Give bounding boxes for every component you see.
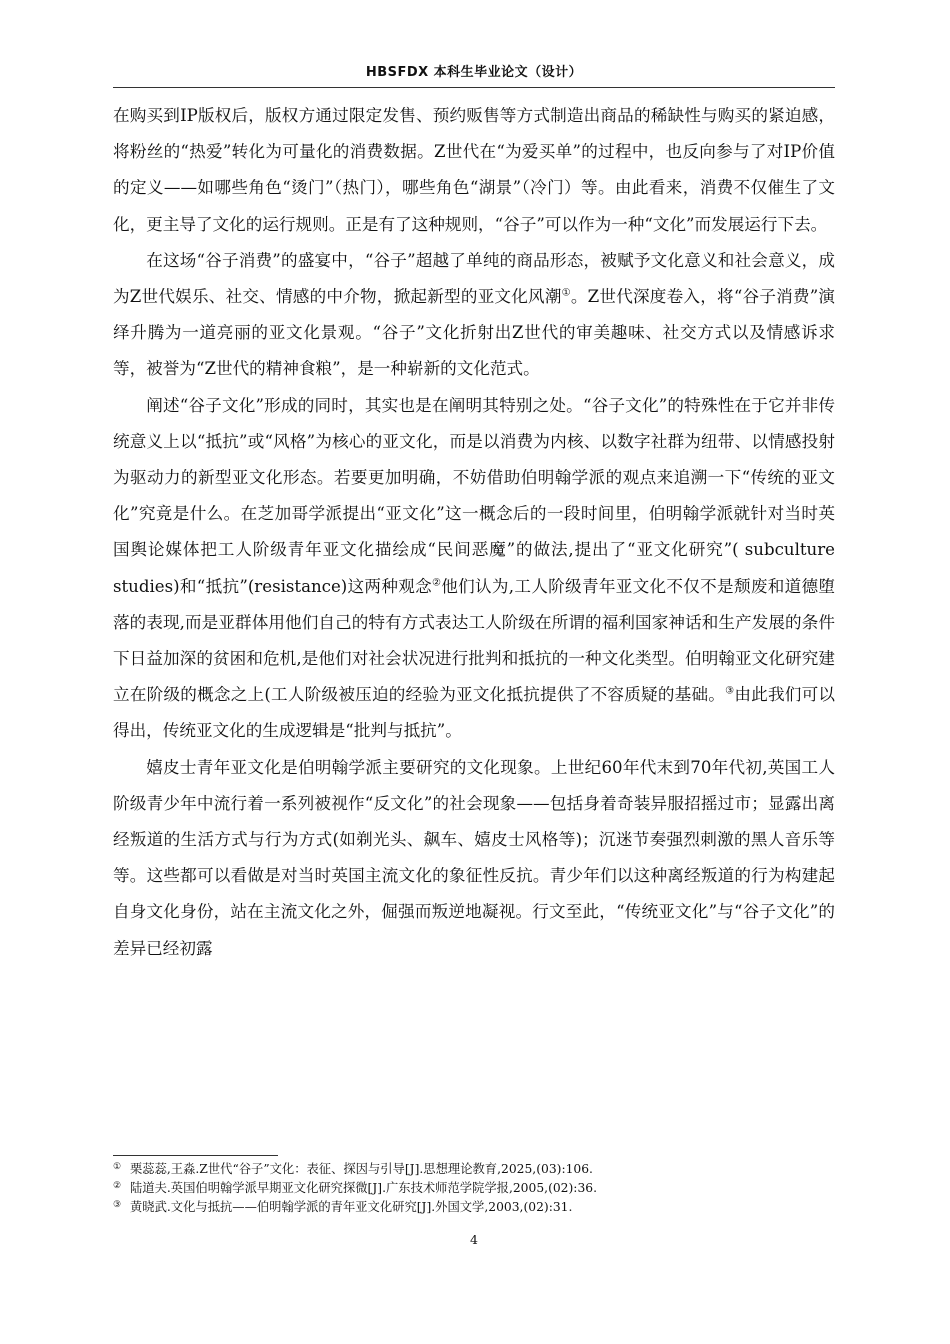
footnote-mark: ③	[113, 1200, 122, 1210]
footnote-3	[113, 1198, 835, 1217]
footnote-1	[113, 1160, 835, 1179]
footnote-2	[113, 1179, 835, 1198]
footnote-text: 黄晓武.文化与抵抗——伯明翰学派的青年亚文化研究[J].外国文学,2003,(02):31.	[130, 1200, 573, 1214]
footnote-ref-1[interactable]: ①	[561, 287, 571, 299]
paragraph-2	[113, 243, 835, 388]
paragraph-4	[113, 750, 835, 967]
paragraph-text: 在这场“谷子消费”的盛宴中，“谷子”超越了单纯的商品形态，被赋予文化意义和社会意义，成为Z世代娱乐、社交、情感的中介物，掀起新型的亚文化风潮	[113, 250, 835, 307]
footnote-ref-3[interactable]: ③	[725, 685, 735, 697]
header-rule	[113, 87, 835, 88]
page-number: 4	[470, 1232, 478, 1247]
footnote-text: 栗蕊蕊,王淼.Z世代“谷子”文化：表征、探因与引导[J].思想理论教育,2025,(03):106.	[130, 1162, 593, 1176]
paragraph-text: 由此我们可以得出，传统亚文化的生成逻辑是“批判与抵抗”。	[113, 685, 836, 741]
paragraph-text: 在购买到IP版权后，版权方通过限定发售、预约贩售等方式制造出商品的稀缺性与购买的紧迫感，将粉丝的“热爱”转化为可量化的消费数据。Z世代在“为爱买单”的过程中，也反向参与了对IP价值的定义——如哪些角色“烫门”（热门），哪些角色“湖景”（冷门）等。由此看来，消费不仅催生了文化，更主导了文化的运行规则。正是有了这种规则，“谷子”可以作为一种“文化”而发展运行下去。	[113, 106, 835, 234]
footnote-mark: ②	[113, 1181, 122, 1191]
footnotes	[113, 1160, 835, 1217]
body-text	[113, 98, 835, 967]
paragraph-text: 。Z世代深度卷入，将“谷子消费”演绎升腾为一道亮丽的亚文化景观。“谷子”文化折射出Z世代的审美趣味、社交方式以及情感诉求等，被誉为“Z世代的精神食粮”，是一种崭新的文化范式。	[113, 287, 836, 379]
footnote-mark: ①	[113, 1162, 122, 1172]
running-header: HBSFDX 本科生毕业论文（设计）	[365, 65, 583, 80]
footnote-separator	[113, 1155, 278, 1156]
footnote-ref-2[interactable]: ②	[431, 577, 442, 589]
footnote-text: 陆道夫.英国伯明翰学派早期亚文化研究探微[J].广东技术师范学院学报,2005,(02):36.	[130, 1181, 598, 1195]
paragraph-text: 他们认为,工人阶级青年亚文化不仅不是颓废和道德堕落的表现,而是亚群体用他们自己的特有方式表达工人阶级在所谓的福利国家神话和生产发展的条件下日益加深的贫困和危机,是他们对社会状况进行批判和抵抗的一种文化类型。伯明翰亚文化研究建立在阶级的概念之上(工人阶级被压迫的经验为亚文化抵抗提供了不容质疑的基础。	[113, 576, 835, 705]
paragraph-3	[113, 388, 835, 750]
paragraph-text: 嬉皮士青年亚文化是伯明翰学派主要研究的文化现象。上世纪60年代末到70年代初,英国工人阶级青少年中流行着一系列被视作“反文化”的社会现象——包括身着奇装异服招摇过市；显露出离经叛道的生活方式与行为方式(如剃光头、飙车、嬉皮士风格等)；沉迷节奏强烈刺激的黑人音乐等等。这些都可以看做是对当时英国主流文化的象征性反抗。青少年们以这种离经叛道的行为构建起自身文化身份，站在主流文化之外，倔强而叛逆地凝视。行文至此，“传统亚文化”与“谷子文化”的差异已经初露	[113, 757, 835, 958]
paragraph-1	[113, 98, 835, 243]
paragraph-text: 阐述“谷子文化”形成的同时，其实也是在阐明其特别之处。“谷子文化”的特殊性在于它并非传统意义上以“抵抗”或“风格”为核心的亚文化，而是以消费为内核、以数字社群为纽带、以情感投射为驱动力的新型亚文化形态。若要更加明确，不妨借助伯明翰学派的观点来追溯一下“传统的亚文化”究竟是什么。在芝加哥学派提出“亚文化”这一概念后的一段时间里，伯明翰学派就针对当时英国舆论媒体把工人阶级青年亚文化描绘成“民间恶魔”的做法,提出了“亚文化研究”( subculture studies)和“抵抗”(resistance)这两种观念	[113, 395, 835, 596]
